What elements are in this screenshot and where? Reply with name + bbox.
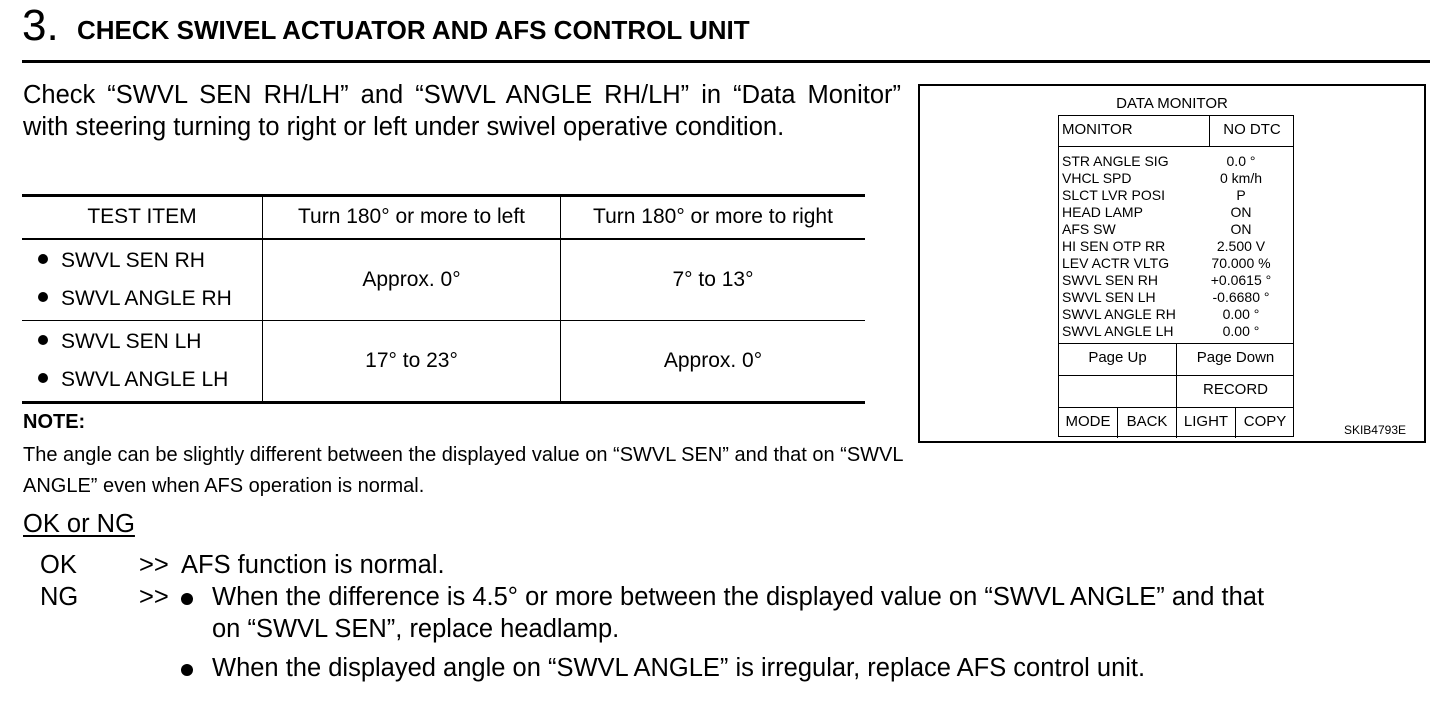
ng-code: NG [40, 583, 79, 611]
test-item-label: SWVL ANGLE LH [61, 368, 229, 391]
ng-bullet-2: When the displayed angle on “SWVL ANGLE” is irregular, replace AFS control unit. [212, 654, 1146, 682]
page-up-button[interactable]: Page Up [1088, 349, 1147, 366]
monitor-value: ON [1230, 221, 1252, 237]
intro-paragraph: Check “SWVL SEN RH/LH” and “SWVL ANGLE RH/LH” in “Data Monitor” with steering turning to right or left under swivel operative condition. [23, 81, 901, 141]
monitor-value: 0.00 ° [1222, 306, 1260, 322]
page-down-button[interactable]: Page Down [1196, 349, 1275, 366]
monitor-value: 0.00 ° [1222, 323, 1260, 339]
note-text: The angle can be slightly different between the displayed value on “SWVL SEN” and that on “SWVL ANGLE” even when AFS operation is normal. [23, 444, 903, 497]
monitor-label: SWVL SEN RH [1062, 272, 1158, 288]
monitor-label: HI SEN OTP RR [1062, 238, 1166, 254]
note-label: NOTE: [23, 411, 86, 433]
monitor-label: AFS SW [1062, 221, 1116, 237]
table-cell-items [22, 321, 263, 403]
monitor-value: +0.0615 ° [1210, 272, 1272, 288]
bullet-icon [181, 593, 193, 605]
bullet-icon [38, 373, 48, 383]
data-monitor-title: DATA MONITOR [1116, 95, 1228, 112]
monitor-label: SWVL ANGLE RH [1062, 306, 1176, 322]
copy-button[interactable]: COPY [1243, 413, 1287, 430]
bullet-icon [38, 254, 48, 264]
ng-arrow: >> [139, 583, 169, 611]
test-item-label: SWVL SEN LH [61, 330, 202, 353]
bullet-icon [38, 335, 48, 345]
monitor-header-label: MONITOR [1062, 121, 1133, 138]
test-item [22, 242, 262, 280]
monitor-value: 0 km/h [1219, 170, 1262, 186]
back-button[interactable]: BACK [1126, 413, 1168, 430]
mode-button[interactable]: MODE [1065, 413, 1111, 430]
monitor-label: LEV ACTR VLTG [1062, 255, 1170, 271]
table-header-right: Turn 180° or more to right [561, 196, 866, 239]
test-item [22, 280, 262, 318]
test-table [22, 194, 865, 404]
test-item-label: SWVL ANGLE RH [61, 286, 232, 310]
table-cell-items [22, 239, 263, 321]
step-number: 3. [22, 1, 59, 50]
table-header-left: Turn 180° or more to left [263, 196, 561, 239]
test-item-label: SWVL SEN RH [61, 248, 205, 272]
ok-code: OK [40, 551, 77, 579]
divider [1059, 146, 1293, 147]
test-item [22, 323, 262, 361]
data-monitor-figure [918, 84, 1426, 443]
monitor-value: -0.6680 ° [1212, 289, 1270, 305]
bullet-icon [38, 292, 48, 302]
table-row [22, 321, 865, 403]
monitor-label: HEAD LAMP [1062, 204, 1143, 220]
table-header-row [22, 196, 865, 239]
monitor-label: STR ANGLE SIG [1062, 153, 1169, 169]
table-row [22, 239, 865, 321]
divider [1059, 375, 1293, 376]
table-cell-right: Approx. 0° [561, 321, 866, 403]
bullet-icon [181, 664, 193, 676]
monitor-label: VHCL SPD [1062, 170, 1132, 186]
monitor-value: ON [1230, 204, 1252, 220]
data-monitor-panel [1058, 115, 1294, 437]
ng-bullet-1-line-2: on “SWVL SEN”, replace headlamp. [212, 615, 620, 643]
ok-arrow: >> [139, 551, 169, 579]
monitor-label: SLCT LVR POSI [1062, 187, 1165, 203]
figure-id: SKIB4793E [1343, 423, 1406, 437]
table-cell-left: 17° to 23° [263, 321, 561, 403]
table-cell-right: 7° to 13° [561, 239, 866, 321]
monitor-value: 0.0 ° [1226, 153, 1256, 169]
record-button[interactable]: RECORD [1202, 381, 1268, 398]
ok-text: AFS function is normal. [181, 551, 445, 579]
step-title: CHECK SWIVEL ACTUATOR AND AFS CONTROL UNIT [77, 15, 750, 45]
monitor-value: 70.000 % [1211, 255, 1271, 271]
heading-rule [22, 60, 1430, 63]
monitor-value: 2.500 V [1216, 238, 1266, 254]
test-item [22, 361, 262, 399]
monitor-label: SWVL SEN LH [1062, 289, 1156, 305]
light-button[interactable]: LIGHT [1183, 413, 1229, 430]
table-cell-left: Approx. 0° [263, 239, 561, 321]
ok-ng-heading: OK or NG [23, 510, 135, 538]
monitor-value: P [1236, 187, 1246, 203]
table-header-test-item: TEST ITEM [22, 196, 263, 239]
no-dtc-button[interactable]: NO DTC [1223, 121, 1281, 138]
ng-bullet-1-line-1: When the difference is 4.5° or more between the displayed value on “SWVL ANGLE” and that [212, 583, 1265, 611]
monitor-label: SWVL ANGLE LH [1062, 323, 1174, 339]
